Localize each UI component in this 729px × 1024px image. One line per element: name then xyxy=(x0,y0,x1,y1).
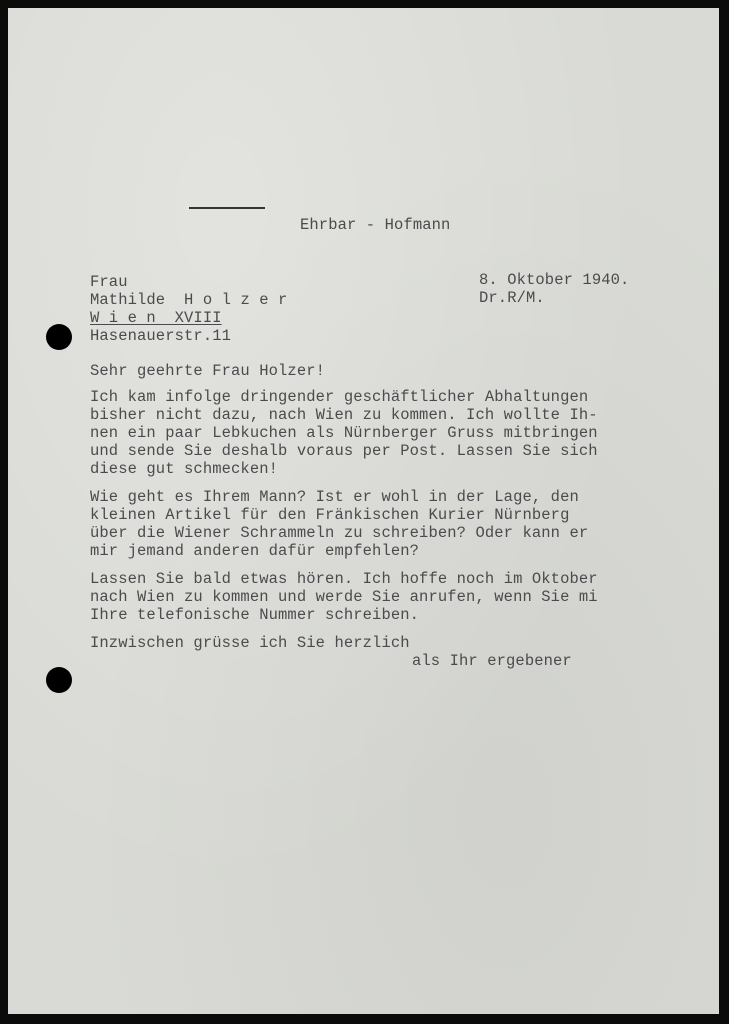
letter-greeting: Sehr geehrte Frau Holzer! xyxy=(90,362,326,380)
letter-closing: Inzwischen grüsse ich Sie herzlich xyxy=(90,634,410,652)
recipient-name xyxy=(90,291,287,309)
paragraph-line: und sende Sie deshalb voraus per Post. Lassen Sie sich xyxy=(90,442,598,460)
letter-date: 8. Oktober 1940. xyxy=(479,271,630,289)
header-rule xyxy=(189,207,265,209)
recipient-street: Hasenauerstr.11 xyxy=(90,327,232,345)
paragraph-line: Ihre telefonische Nummer schreiben. xyxy=(90,606,420,624)
paragraph-line: mir jemand anderen dafür empfehlen? xyxy=(90,542,420,560)
paragraph-line: Wie geht es Ihrem Mann? Ist er wohl in der Lage, den xyxy=(90,488,579,506)
paragraph-line: kleinen Artikel für den Fränkischen Kurier Nürnberg xyxy=(90,506,570,524)
paragraph-line: diese gut schmecken! xyxy=(90,460,279,478)
letter-reference: Dr.R/M. xyxy=(479,289,545,307)
letter-heading: Ehrbar - Hofmann xyxy=(300,216,451,234)
punch-hole-bottom xyxy=(46,667,72,693)
recipient-city: W i e n XVIII xyxy=(90,309,222,327)
paragraph-line: nen ein paar Lebkuchen als Nürnberger Gruss mitbringen xyxy=(90,424,598,442)
paragraph-line: Lassen Sie bald etwas hören. Ich hoffe noch im Oktober xyxy=(90,570,598,588)
paragraph-line: über die Wiener Schrammeln zu schreiben? Oder kann er xyxy=(90,524,589,542)
paragraph-line: nach Wien zu kommen und werde Sie anrufen, wenn Sie mi xyxy=(90,588,598,606)
recipient-last-name: H o l z e r xyxy=(184,291,288,309)
recipient-salutation: Frau xyxy=(90,273,128,291)
punch-hole-top xyxy=(46,324,72,350)
recipient-first-name: Mathilde xyxy=(90,291,166,309)
paragraph-line: bisher nicht dazu, nach Wien zu kommen. Ich wollte Ih- xyxy=(90,406,598,424)
paragraph-line: Ich kam infolge dringender geschäftlicher Abhaltungen xyxy=(90,388,589,406)
letter-signoff: als Ihr ergebener xyxy=(412,652,572,670)
